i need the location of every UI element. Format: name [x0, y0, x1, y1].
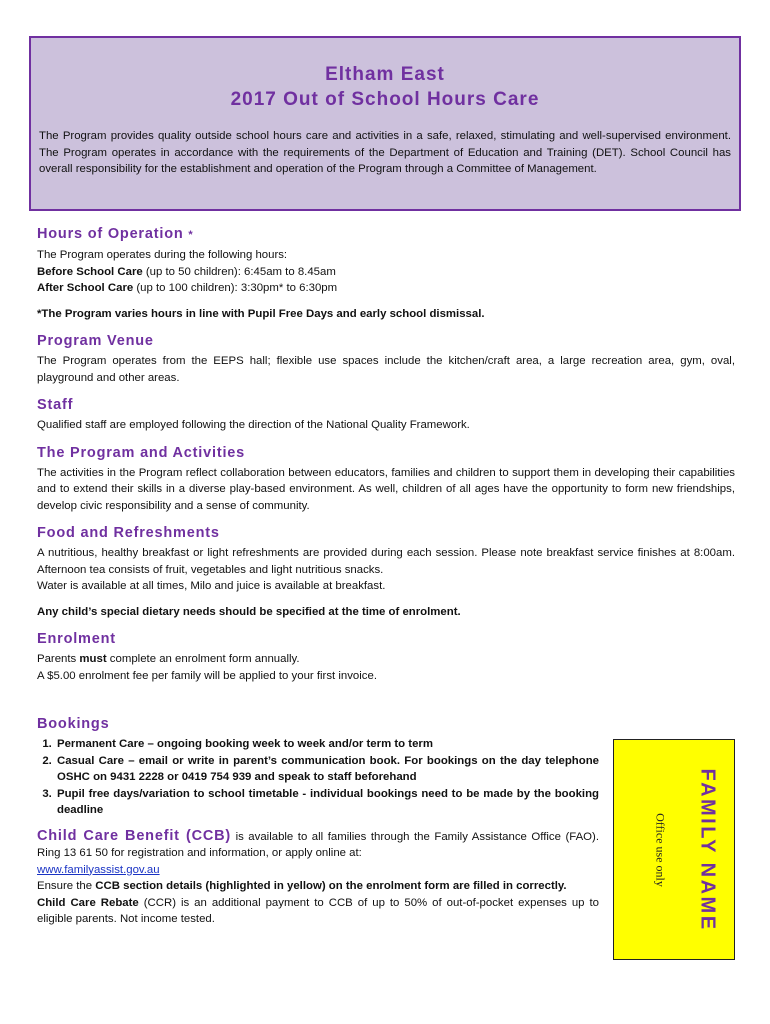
after-care-text: (up to 100 children): 3:30pm* to 6:30pm [133, 282, 338, 294]
title-line-1: Eltham East [325, 64, 445, 85]
food-text-1: A nutritious, healthy breakfast or light refreshments are provided during each session. Please note breakfast service finishes at 8:00am. Afternoon tea consists of fruit, vegetables and light nutritious snacks. [37, 547, 735, 576]
ccb-section [37, 828, 599, 928]
bookings-content [37, 714, 599, 928]
activities-section [37, 443, 735, 515]
ccb-ensure [37, 878, 599, 895]
ccb-heading: Child Care Benefit (CCB) [37, 827, 232, 844]
before-care-text: (up to 50 children): 6:45am to 8.45am [142, 265, 336, 278]
ccb-ensure-pre: Ensure the [37, 880, 96, 892]
ccb-ensure-bold: CCB section details (highlighted in yellow) on the enrolment form are filled in correctly. [95, 880, 567, 892]
bookings-item-3: 3. Pupil free days/variation to school timetable - individual bookings need to be made by the booking deadline [55, 786, 599, 819]
staff-text: Qualified staff are employed following the direction of the National Quality Framework. [37, 419, 470, 431]
ccb-paragraph [37, 828, 599, 862]
food-text-2: Water is available at all times, Milo and juice is available at breakfast. [37, 580, 386, 592]
venue-heading: Program Venue [37, 333, 154, 349]
after-care-line [37, 280, 735, 297]
food-section [37, 523, 735, 620]
staff-heading: Staff [37, 397, 74, 413]
enrolment-line-2: A $5.00 enrolment fee per family will be applied to your first invoice. [37, 669, 377, 682]
title-line-2: 2017 Out of School Hours Care [230, 89, 540, 110]
ccr-label: Child Care Rebate [37, 896, 139, 909]
after-care-label: After School Care [37, 282, 134, 294]
food-note: Any child’s special dietary needs should be specified at the time of enrolment. [37, 605, 461, 618]
office-use-note: Office use only [653, 813, 668, 887]
enrolment-heading: Enrolment [37, 631, 116, 647]
before-care-label: Before School Care [37, 265, 143, 278]
ccb-text-1: is available to all families through the Family Assistance Office (FAO). Ring 13 61 50 for registration and information, or apply online at: [37, 830, 599, 859]
bookings-heading: Bookings [37, 716, 110, 732]
ccr-paragraph [37, 895, 599, 928]
venue-section [37, 331, 735, 386]
family-name-label: FAMILY NAME [696, 768, 719, 932]
hours-asterisk: * [188, 229, 193, 241]
enrolment-line-1-bold: must [79, 653, 107, 665]
hours-line1: The Program operates during the following hours: [37, 249, 288, 261]
office-use-box [613, 739, 735, 960]
hours-note: *The Program varies hours in line with Pupil Free Days and early school dismissal. [37, 307, 485, 320]
activities-text: The activities in the Program reflect collaboration between educators, families and children to support them in developing their capabilities and to extend their skills in a diverse play-based environment. As well, children of all ages have the opportunity to form new friendships, develop civic responsibility and a sense of community. [37, 466, 735, 512]
bookings-item-1: 1. Permanent Care – ongoing booking week to week and/or term to term [55, 736, 599, 753]
before-care-line [37, 264, 735, 281]
food-heading: Food and Refreshments [37, 525, 220, 541]
header-box [29, 36, 741, 211]
bookings-section [37, 714, 599, 819]
main-content [37, 224, 735, 684]
bookings-item-2: 2. Casual Care – email or write in parent’s communication book. For bookings on the day telephone OSHC on 9431 2228 or 0419 754 939 and speak to staff beforehand [55, 753, 599, 786]
ccr-text: (CCR) is an additional payment to CCB of up to 50% of out-of-pocket expenses up to eligible parents. Not income tested. [37, 896, 599, 925]
hours-heading [37, 224, 735, 245]
bookings-list [55, 736, 599, 819]
enrolment-line-1-post: complete an enrolment form annually. [106, 653, 300, 665]
ccb-link-line [37, 862, 599, 879]
enrolment-section [37, 629, 735, 684]
enrolment-line-1-pre: Parents [37, 653, 80, 665]
activities-heading: The Program and Activities [37, 444, 246, 461]
hours-heading-text: Hours of Operation [37, 226, 184, 242]
hours-section [37, 224, 735, 322]
intro-text: The Program provides quality outside school hours care and activities in a safe, relaxed, stimulating and well-supervised environment. The Program operates in accordance with the requirements of the Department of Education and Training (DET). School Council has overall responsibility for the establishment and operation of the Program through a Committee of Management. [39, 130, 731, 175]
familyassist-link[interactable]: www.familyassist.gov.au [37, 863, 160, 876]
venue-text: The Program operates from the EEPS hall; flexible use spaces include the kitchen/craft area, a large recreation area, gym, oval, playground and other areas. [37, 355, 735, 384]
staff-section [37, 395, 735, 434]
enrolment-line-1 [37, 651, 735, 668]
